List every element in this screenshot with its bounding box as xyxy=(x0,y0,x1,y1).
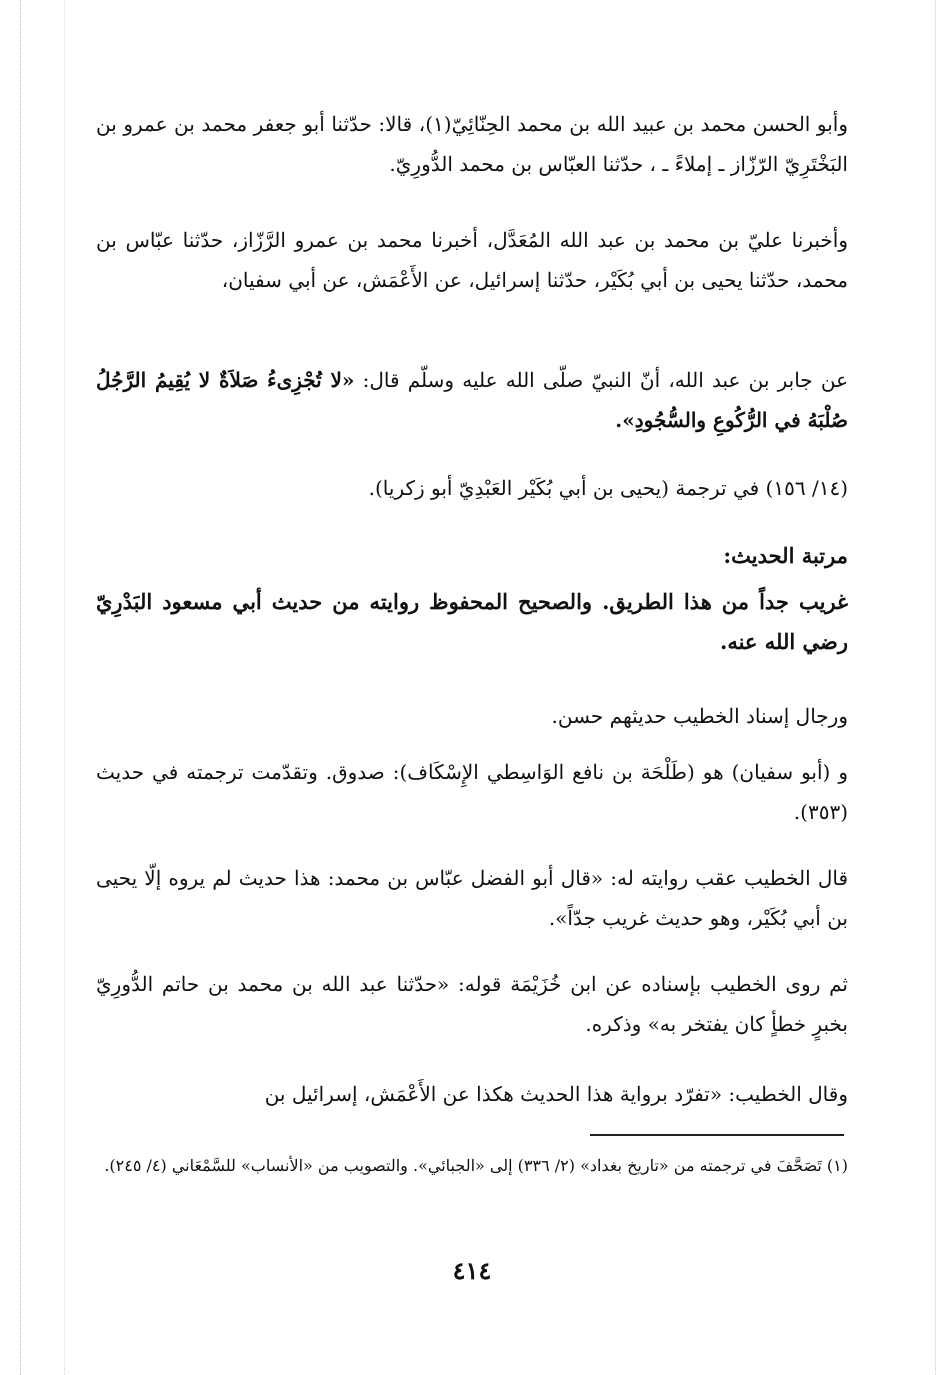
khatib-comment-paragraph: قال الخطيب عقب روايته له: «قال أبو الفضل عبّاس بن محمد: هذا حديث لم يروه إلّا يحيى بن أبي بُكَيْر، وهو حديث غريب جدّاً». xyxy=(96,866,848,930)
khatib-continuation-paragraph: وقال الخطيب: «تفرّد برواية هذا الحديث هكذا عن الأَعْمَش، إسرائيل بن xyxy=(264,1082,848,1106)
isnad-paragraph-1: وأبو الحسن محمد بن عبيد الله بن محمد الحِنّائِيّ(١)، قالا: حدّثنا أبو جعفر محمد بن عمرو بن البَخْتَرِيّ الرّزّاز ـ إملاءً ـ ، حدّثنا العبّاس بن محمد الدُّورِيّ. xyxy=(96,112,848,176)
narrators-grading-paragraph: ورجال إسناد الخطيب حديثهم حسن. xyxy=(551,704,848,728)
scan-edge-line-left xyxy=(20,0,21,1375)
narrator-note-paragraph: و (أبو سفيان) هو (طَلْحَة بن نافع الوَاسِطي الإِسْكَاف): صدوق. وتقدّمت ترجمته في حديث (٣٥٣). xyxy=(96,760,849,824)
footnote-separator xyxy=(590,1134,844,1136)
section-heading: مرتبة الحديث: xyxy=(723,543,848,568)
hadith-quote-text: «لا تُجْزِىءُ صَلاَةٌ لا يُقِيمُ الرَّجُلُ صُلْبَهُ في الرُّكُوعِ والسُّجُودِ». xyxy=(96,368,848,432)
footnote: (١) تَصَحَّفَ في ترجمته من «تاريخ بغداد» (٢/ ٣٣٦) إلى «الجبائي». والتصويب من «الأنساب» للسَّمْعَاني (٤/ ٢٤٥). xyxy=(104,1156,848,1175)
page-number: ٤١٤ xyxy=(452,1256,492,1285)
isnad-paragraph-2: وأخبرنا عليّ بن محمد بن عبد الله المُعَدَّل، أخبرنا محمد بن عمرو الرَّزّاز، حدّثنا عبّاس بن محمد، حدّثنا يحيى بن أبي بُكَيْر، حدّثنا إسرائيل، عن الأَعْمَش، عن أبي سفيان، xyxy=(96,228,848,292)
ibn-khuzayma-paragraph: ثم روى الخطيب بإسناده عن ابن خُزَيْمَة قوله: «حدّثنا عبد الله بن محمد بن حاتم الدُّورِيّ بخبرٍ خطأٍ كان يفتخر به» وذكره. xyxy=(96,972,848,1036)
scan-edge-line-inner xyxy=(64,0,65,1375)
scan-edge-line-right xyxy=(935,0,936,1375)
source-reference: (١٤/ ١٥٦) في ترجمة (يحيى بن أبي بُكَيْر العَبْدِيّ أبو زكريا). xyxy=(368,476,848,500)
ruling-paragraph: غريب جداً من هذا الطريق. والصحيح المحفوظ روايته من حديث أبي مسعود البَدْرِيّ رضي الله عنه. xyxy=(96,589,848,654)
hadith-matn-paragraph xyxy=(96,360,848,440)
hadith-intro-text: عن جابر بن عبد الله، أنّ النبيّ صلّى الله عليه وسلّم قال: xyxy=(354,368,848,392)
